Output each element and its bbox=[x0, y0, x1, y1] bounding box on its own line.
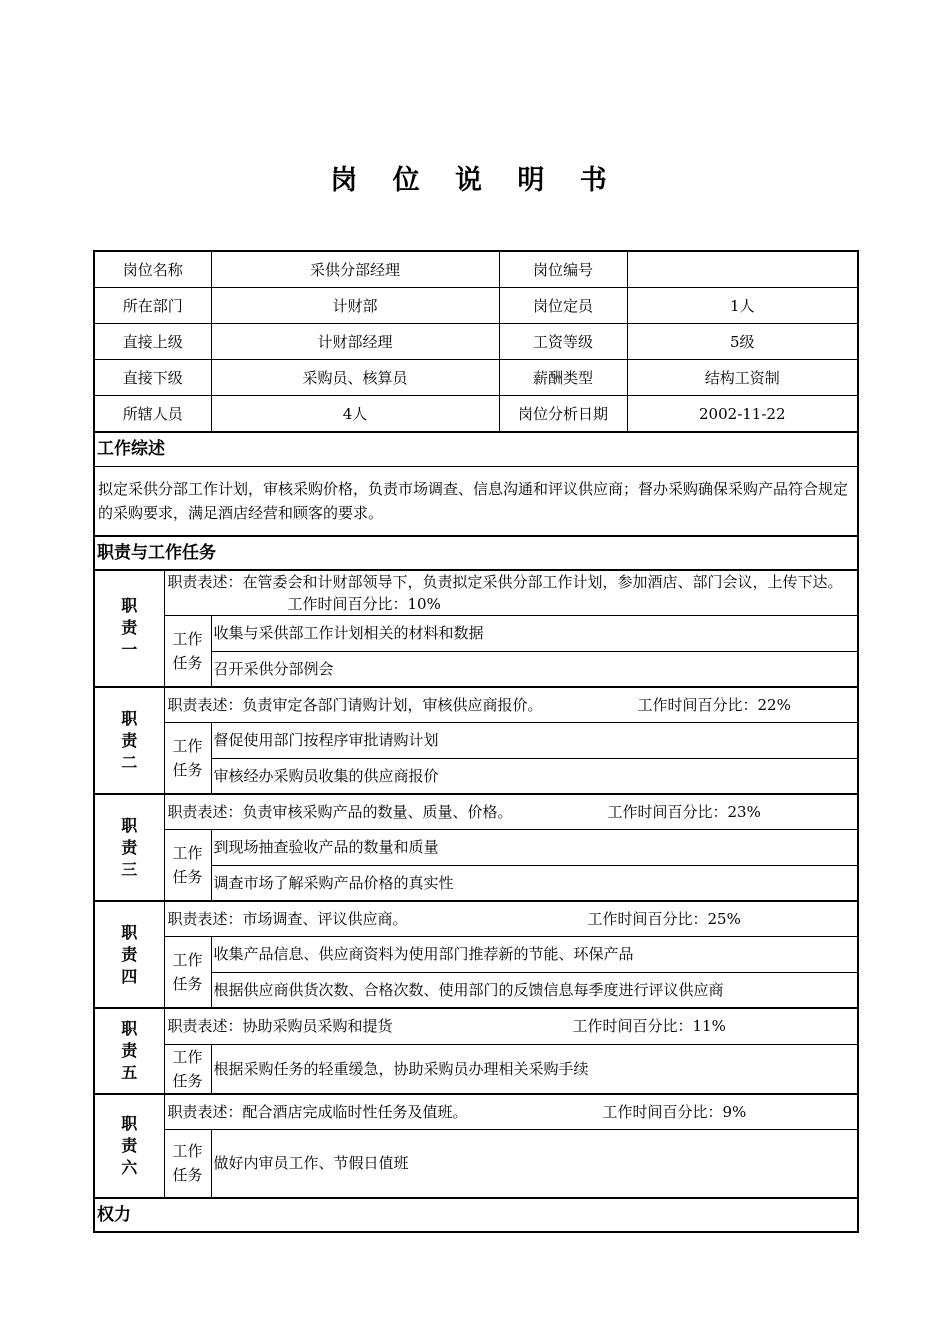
duty-description bbox=[164, 794, 858, 829]
task-row bbox=[94, 829, 858, 865]
task-row bbox=[94, 722, 858, 758]
duty-row bbox=[94, 1094, 858, 1130]
info-label: 岗位编号 bbox=[499, 251, 627, 288]
task-row bbox=[94, 936, 858, 972]
duty-row bbox=[94, 1008, 858, 1044]
task-label-text: 工作任务 bbox=[172, 950, 203, 993]
summary-heading: 工作综述 bbox=[94, 432, 858, 466]
task-item: 召开采供分部例会 bbox=[211, 651, 858, 687]
task-label bbox=[164, 1044, 211, 1094]
info-value: 采供分部经理 bbox=[211, 251, 499, 288]
power-heading: 权力 bbox=[94, 1198, 858, 1232]
task-item: 根据采购任务的轻重缓急，协助采购员办理相关采购手续 bbox=[211, 1044, 858, 1094]
duty-label-text: 职责四 bbox=[121, 922, 138, 986]
task-item: 督促使用部门按程序审批请购计划 bbox=[211, 722, 858, 758]
duty-label bbox=[94, 570, 164, 688]
duty-row bbox=[94, 687, 858, 722]
info-row bbox=[94, 324, 858, 360]
task-item: 做好内审员工作、节假日值班 bbox=[211, 1130, 858, 1198]
task-label-text: 工作任务 bbox=[172, 736, 203, 779]
info-value: 结构工资制 bbox=[627, 360, 858, 396]
duty-time-percent: 工作时间百分比：9% bbox=[602, 1102, 747, 1121]
task-label-text: 工作任务 bbox=[172, 843, 203, 886]
info-row bbox=[94, 360, 858, 396]
duty-time-percent: 工作时间百分比：22% bbox=[637, 695, 791, 714]
duty-description-text: 职责表述：负责审核采购产品的数量、质量、价格。 bbox=[167, 802, 513, 821]
duty-label bbox=[94, 687, 164, 794]
task-label bbox=[164, 615, 211, 687]
duty-time-percent: 工作时间百分比：10% bbox=[287, 594, 441, 613]
duty-label bbox=[94, 901, 164, 1008]
info-label: 直接下级 bbox=[94, 360, 211, 396]
info-label: 工资等级 bbox=[499, 324, 627, 360]
duty-label-text: 职责一 bbox=[121, 596, 138, 660]
duty-description-text: 职责表述：负责审定各部门请购计划，审核供应商报价。 bbox=[167, 695, 543, 714]
task-item: 到现场抽查验收产品的数量和质量 bbox=[211, 829, 858, 865]
task-label-text: 工作任务 bbox=[172, 1047, 203, 1090]
page-title: 岗 位 说 明 书 bbox=[330, 165, 620, 196]
duty-row bbox=[94, 570, 858, 616]
info-label: 薪酬类型 bbox=[499, 360, 627, 396]
duty-label-text: 职责二 bbox=[121, 708, 138, 772]
duty-label bbox=[94, 1094, 164, 1198]
duty-description-text: 职责表述：在管委会和计财部领导下，负责拟定采供分部工作计划，参加酒店、部门会议，上传下达。 bbox=[167, 572, 843, 591]
info-label: 所辖人员 bbox=[94, 396, 211, 433]
duty-label bbox=[94, 1008, 164, 1094]
task-label-text: 工作任务 bbox=[172, 1142, 203, 1185]
task-item: 调查市场了解采购产品价格的真实性 bbox=[211, 865, 858, 901]
info-value: 5级 bbox=[627, 324, 858, 360]
info-label: 岗位分析日期 bbox=[499, 396, 627, 433]
info-row bbox=[94, 288, 858, 324]
duty-time-percent: 工作时间百分比：23% bbox=[607, 802, 761, 821]
duty-description bbox=[164, 570, 858, 616]
task-row bbox=[94, 1130, 858, 1198]
duty-time-percent: 工作时间百分比：25% bbox=[587, 909, 741, 928]
task-row bbox=[94, 1044, 858, 1094]
task-item: 根据供应商供货次数、合格次数、使用部门的反馈信息每季度进行评议供应商 bbox=[211, 972, 858, 1008]
duty-description bbox=[164, 901, 858, 936]
task-item: 审核经办采购员收集的供应商报价 bbox=[211, 758, 858, 794]
task-row bbox=[94, 615, 858, 651]
task-label bbox=[164, 1130, 211, 1198]
summary-text: 拟定采供分部工作计划，审核采购价格，负责市场调查、信息沟通和评议供应商；督办采购确保采购产品符合规定的采购要求，满足酒店经营和顾客的要求。 bbox=[94, 466, 858, 536]
duty-label-text: 职责五 bbox=[121, 1018, 138, 1082]
duties-heading: 职责与工作任务 bbox=[94, 536, 858, 570]
duty-row bbox=[94, 794, 858, 829]
task-label-text: 工作任务 bbox=[172, 629, 203, 672]
task-label bbox=[164, 722, 211, 794]
info-label: 所在部门 bbox=[94, 288, 211, 324]
duty-description-text: 职责表述：协助采购员采购和提货 bbox=[167, 1017, 393, 1036]
duty-description bbox=[164, 1008, 858, 1044]
info-row bbox=[94, 396, 858, 433]
job-description-table bbox=[93, 250, 859, 1233]
duty-label bbox=[94, 794, 164, 901]
info-value: 1人 bbox=[627, 288, 858, 324]
info-value: 4人 bbox=[211, 396, 499, 433]
task-label bbox=[164, 936, 211, 1008]
task-item: 收集与采供部工作计划相关的材料和数据 bbox=[211, 615, 858, 651]
duty-row bbox=[94, 901, 858, 936]
duty-description bbox=[164, 1094, 858, 1130]
duty-description-text: 职责表述：配合酒店完成临时性任务及值班。 bbox=[167, 1102, 468, 1121]
info-value: 2002-11-22 bbox=[627, 396, 858, 433]
info-value: 采购员、核算员 bbox=[211, 360, 499, 396]
duty-label-text: 职责三 bbox=[121, 815, 138, 879]
duty-label-text: 职责六 bbox=[121, 1113, 138, 1177]
task-label bbox=[164, 829, 211, 901]
duty-time-percent: 工作时间百分比：11% bbox=[572, 1017, 726, 1036]
task-item: 收集产品信息、供应商资料为使用部门推荐新的节能、环保产品 bbox=[211, 936, 858, 972]
info-value bbox=[627, 251, 858, 288]
info-value: 计财部经理 bbox=[211, 324, 499, 360]
duty-description bbox=[164, 687, 858, 722]
info-label: 岗位名称 bbox=[94, 251, 211, 288]
duty-description-text: 职责表述：市场调查、评议供应商。 bbox=[167, 909, 408, 928]
info-row bbox=[94, 251, 858, 288]
info-value: 计财部 bbox=[211, 288, 499, 324]
info-label: 直接上级 bbox=[94, 324, 211, 360]
info-label: 岗位定员 bbox=[499, 288, 627, 324]
